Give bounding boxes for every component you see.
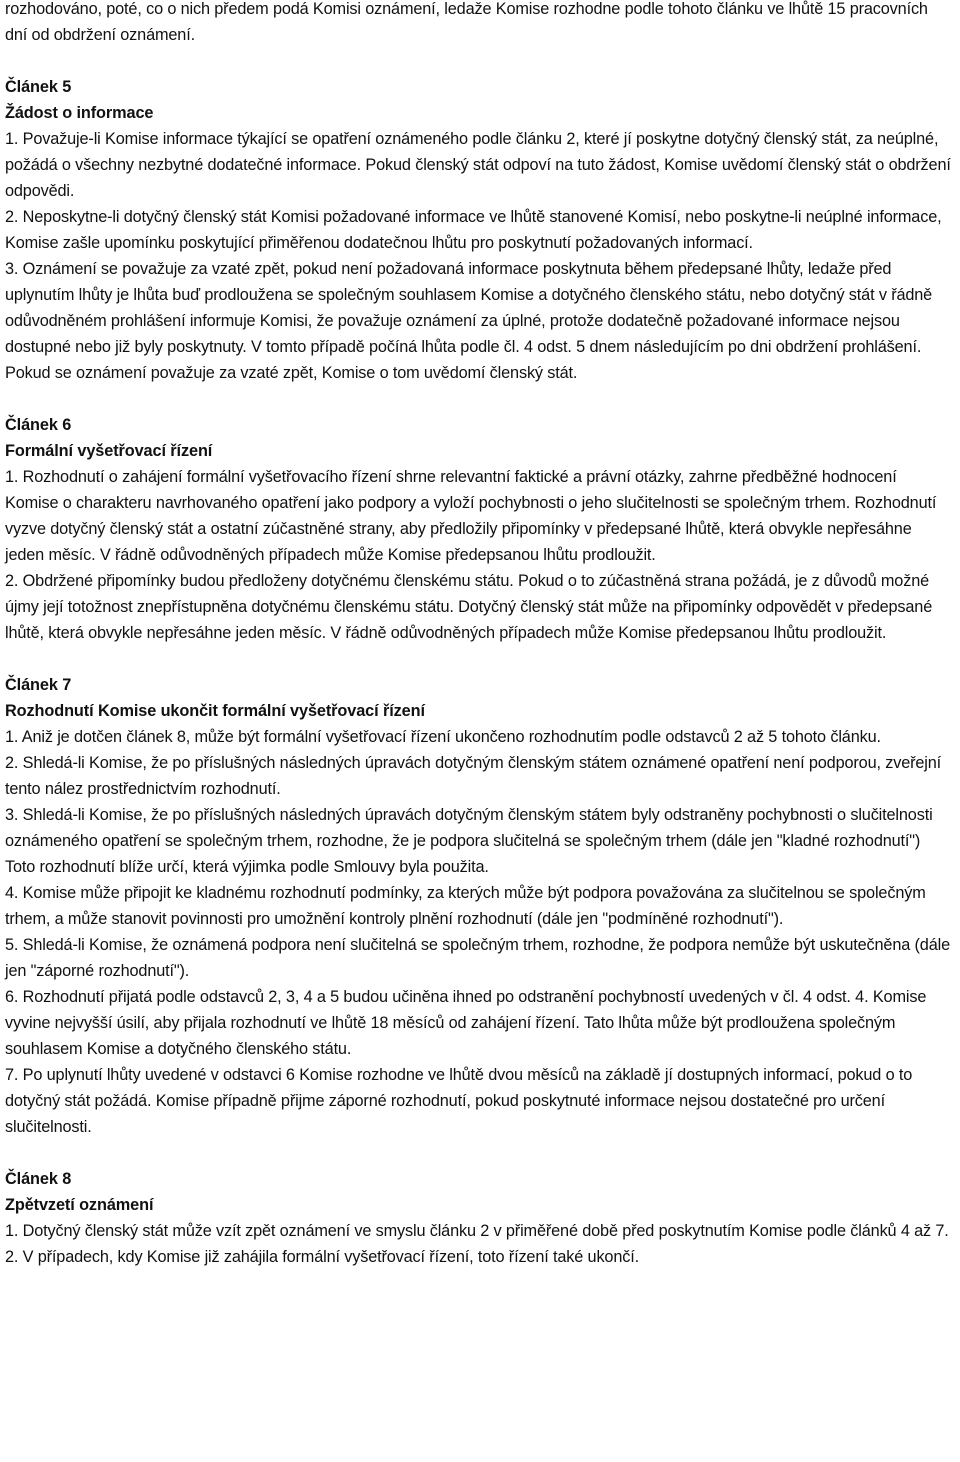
article-paragraph: 1. Považuje-li Komise informace týkající se opatření oznámeného podle článku 2, které jí poskytne dotyčný členský stát, za neúplné, požádá o všechny nezbytné dodatečné informace. Pokud členský stát odpoví na tuto žádost, Komise uvědomí členský stát o obdržení odpovědi.: [5, 130, 951, 200]
article-paragraph: 2. V případech, kdy Komise již zahájila formální vyšetřovací řízení, toto řízení také ukončí.: [5, 1248, 639, 1266]
article-6: [5, 412, 952, 646]
article-paragraph: 1. Aniž je dotčen článek 8, může být formální vyšetřovací řízení ukončeno rozhodnutím podle odstavců 2 až 5 tohoto článku.: [5, 728, 881, 746]
article-paragraph: 2. Obdržené připomínky budou předloženy dotyčnému členskému státu. Pokud o to zúčastněná strana požádá, je z důvodů možné újmy její totožnost znepřístupněna dotyčnému členskému státu. Dotyčný členský stát může na připomínky odpovědět v předepsané lhůtě, která obvykle nepřesáhne jeden měsíc. V řádně odůvodněných případech může Komise předepsanou lhůtu prodloužit.: [5, 572, 933, 642]
article-paragraph: 3. Shledá-li Komise, že po příslušných následných úpravách dotyčným členským státem byly odstraněny pochybnosti o slučitelnosti oznámeného opatření se společným trhem, rozhodne, že je podpora slučitelná se společným trhem (dále jen "kladné rozhodnutí") Toto rozhodnutí blíže určí, která výjimka podle Smlouvy byla použita.: [5, 806, 933, 876]
article-5: [5, 74, 952, 386]
article-paragraph: 4. Komise může připojit ke kladnému rozhodnutí podmínky, za kterých může být podpora považována za slučitelnou se společným trhem, a může stanovit povinnosti pro umožnění kontroly plnění rozhodnutí (dále jen "podmíněné rozhodnutí").: [5, 884, 926, 928]
spacer: [5, 1140, 952, 1166]
article-paragraph: 2. Shledá-li Komise, že po příslušných následných úpravách dotyčným členským státem oznámené opatření není podporou, zveřejní tento nález prostřednictvím rozhodnutí.: [5, 754, 942, 798]
article-7: [5, 672, 952, 1140]
article-number: Článek 8: [5, 1170, 72, 1188]
spacer: [5, 48, 952, 74]
article-8: [5, 1166, 952, 1270]
article-paragraph: 5. Shledá-li Komise, že oznámená podpora není slučitelná se společným trhem, rozhodne, že podpora nemůže být uskutečněna (dále jen "záporné rozhodnutí").: [5, 936, 950, 980]
article-number: Článek 6: [5, 416, 72, 434]
spacer: [5, 386, 952, 412]
article-number: Článek 7: [5, 676, 72, 694]
article-number: Článek 5: [5, 78, 72, 96]
article-paragraph: 7. Po uplynutí lhůty uvedené v odstavci 6 Komise rozhodne ve lhůtě dvou měsíců na základě jí dostupných informací, pokud o to dotyčný stát požádá. Komise případně přijme záporné rozhodnutí, pokud poskytnuté informace nejsou dostatečné pro určení slučitelnosti.: [5, 1066, 913, 1136]
article-paragraph: 6. Rozhodnutí přijatá podle odstavců 2, 3, 4 a 5 budou učiněna ihned po odstranění pochybností uvedených v čl. 4 odst. 4. Komise vyvine nejvyšší úsilí, aby přijala rozhodnutí ve lhůtě 18 měsíců od zahájení řízení. Tato lhůta může být prodloužena společným souhlasem Komise a dotyčného členského státu.: [5, 988, 927, 1058]
article-title: Formální vyšetřovací řízení: [5, 442, 213, 460]
article-title: Zpětvzetí oznámení: [5, 1196, 154, 1214]
intro-paragraph: rozhodováno, poté, co o nich předem podá Komisi oznámení, ledaže Komise rozhodne podle tohoto článku ve lhůtě 15 pracovních dní od obdržení oznámení.: [5, 0, 928, 44]
article-paragraph: 1. Dotyčný členský stát může vzít zpět oznámení ve smyslu článku 2 v přiměřené době před poskytnutím Komise podle článků 4 až 7.: [5, 1222, 949, 1240]
article-title: Žádost o informace: [5, 104, 154, 122]
spacer: [5, 646, 952, 672]
article-title: Rozhodnutí Komise ukončit formální vyšetřovací řízení: [5, 702, 425, 720]
article-paragraph: 2. Neposkytne-li dotyčný členský stát Komisi požadované informace ve lhůtě stanovené Komisí, nebo poskytne-li neúplné informace, Komise zašle upomínku poskytující přiměřenou dodatečnou lhůtu pro poskytnutí požadovaných informací.: [5, 208, 942, 252]
article-paragraph: 1. Rozhodnutí o zahájení formální vyšetřovacího řízení shrne relevantní faktické a právní otázky, zahrne předběžné hodnocení Komise o charakteru navrhovaného opatření jako podpory a vyloží pochybnosti o jeho slučitelnosti se společným trhem. Rozhodnutí vyzve dotyčný členský stát a ostatní zúčastněné strany, aby předložily připomínky v předepsané lhůtě, která obvykle nepřesáhne jeden měsíc. V řádně odůvodněných případech může Komise předepsanou lhůtu prodloužit.: [5, 468, 937, 564]
article-paragraph: 3. Oznámení se považuje za vzaté zpět, pokud není požadovaná informace poskytnuta během předepsané lhůty, ledaže před uplynutím lhůty je lhůta buď prodloužena se společným souhlasem Komise a dotyčného členského státu, nebo dotyčný stát v řádně odůvodněném prohlášení informuje Komisi, že považuje oznámení za úplné, protože dodatečně požadované informace nejsou dostupné nebo již byly poskytnuty. V tomto případě počíná lhůta podle čl. 4 odst. 5 dnem následujícím po dni obdržení prohlášení. Pokud se oznámení považuje za vzaté zpět, Komise o tom uvědomí členský stát.: [5, 260, 933, 382]
